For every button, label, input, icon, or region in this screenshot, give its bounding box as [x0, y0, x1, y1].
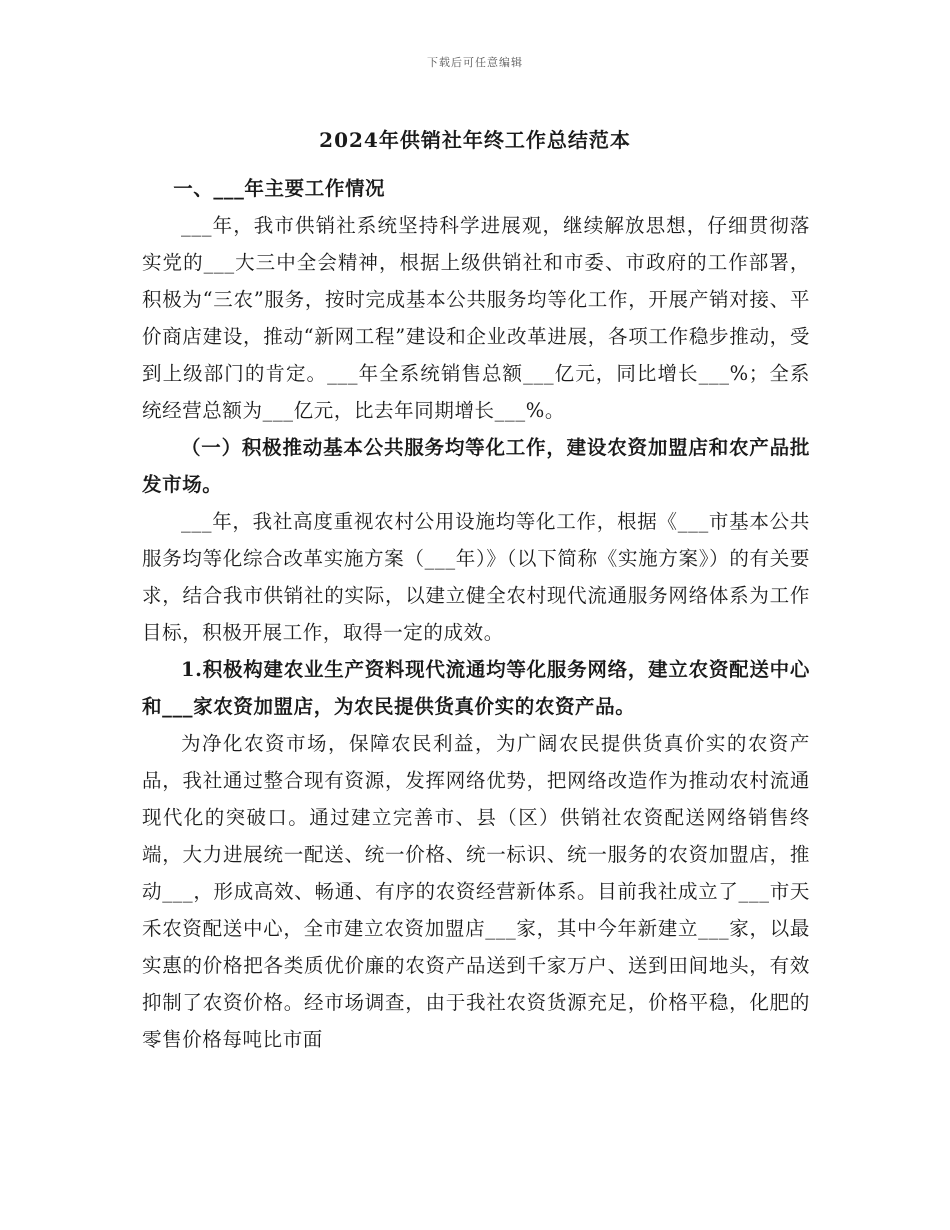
paragraph: ___年，我社高度重视农村公用设施均等化工作，根据《___市基本公共服务均等化综合改革实施方案（___年）》（以下简称《实施方案》）的有关要求，结合我市供销社的实际，以建立健全农村现代流通服务网络体系为工作目标，积极开展工作，取得一定的成效。 — [142, 510, 810, 644]
document-title: 2024年供销社年终工作总结范本 — [319, 128, 631, 152]
document-body — [142, 170, 810, 1058]
section-heading: 一、___年主要工作情况 — [173, 177, 386, 200]
item-heading: 1.积极构建农业生产资料现代流通均等化服务网络，建立农资配送中心和___家农资加盟店，为农民提供货真价实的农资产品。 — [142, 658, 810, 718]
paragraph: 为净化农资市场，保障农民利益，为广阔农民提供货真价实的农资产品，我社通过整合现有资源，发挥网络优势，把网络改造作为推动农村流通现代化的突破口。通过建立完善市、县（区）供销社农资配送网络销售终端，大力进展统一配送、统一价格、统一标识、统一服务的农资加盟店，推动___，形成高效、畅通、有序的农资经营新体系。目前我社成立了___市天禾农资配送中心，全市建立农资加盟店___家，其中今年新建立___家，以最实惠的价格把各类质优价廉的农资产品送到千家万户、送到田间地头，有效抑制了农资价格。经市场调查，由于我社农资货源充足，价格平稳，化肥的零售价格每吨比市面 — [142, 732, 810, 1051]
page-header-note: 下载后可任意编辑 — [427, 56, 523, 69]
paragraph: ___年，我市供销社系统坚持科学进展观，继续解放思想，仔细贯彻落实党的___大三中全会精神，根据上级供销社和市委、市政府的工作部署，积极为“三农”服务，按时完成基本公共服务均等化工作，开展产销对接、平价商店建设，推动“新网工程”建设和企业改革进展，各项工作稳步推动，受到上级部门的肯定。___年全系统销售总额___亿元，同比增长___%；全系统经营总额为___亿元，比去年同期增长___%。 — [142, 214, 810, 422]
subsection-heading: （一）积极推动基本公共服务均等化工作，建设农资加盟店和农产品批发市场。 — [142, 436, 810, 496]
